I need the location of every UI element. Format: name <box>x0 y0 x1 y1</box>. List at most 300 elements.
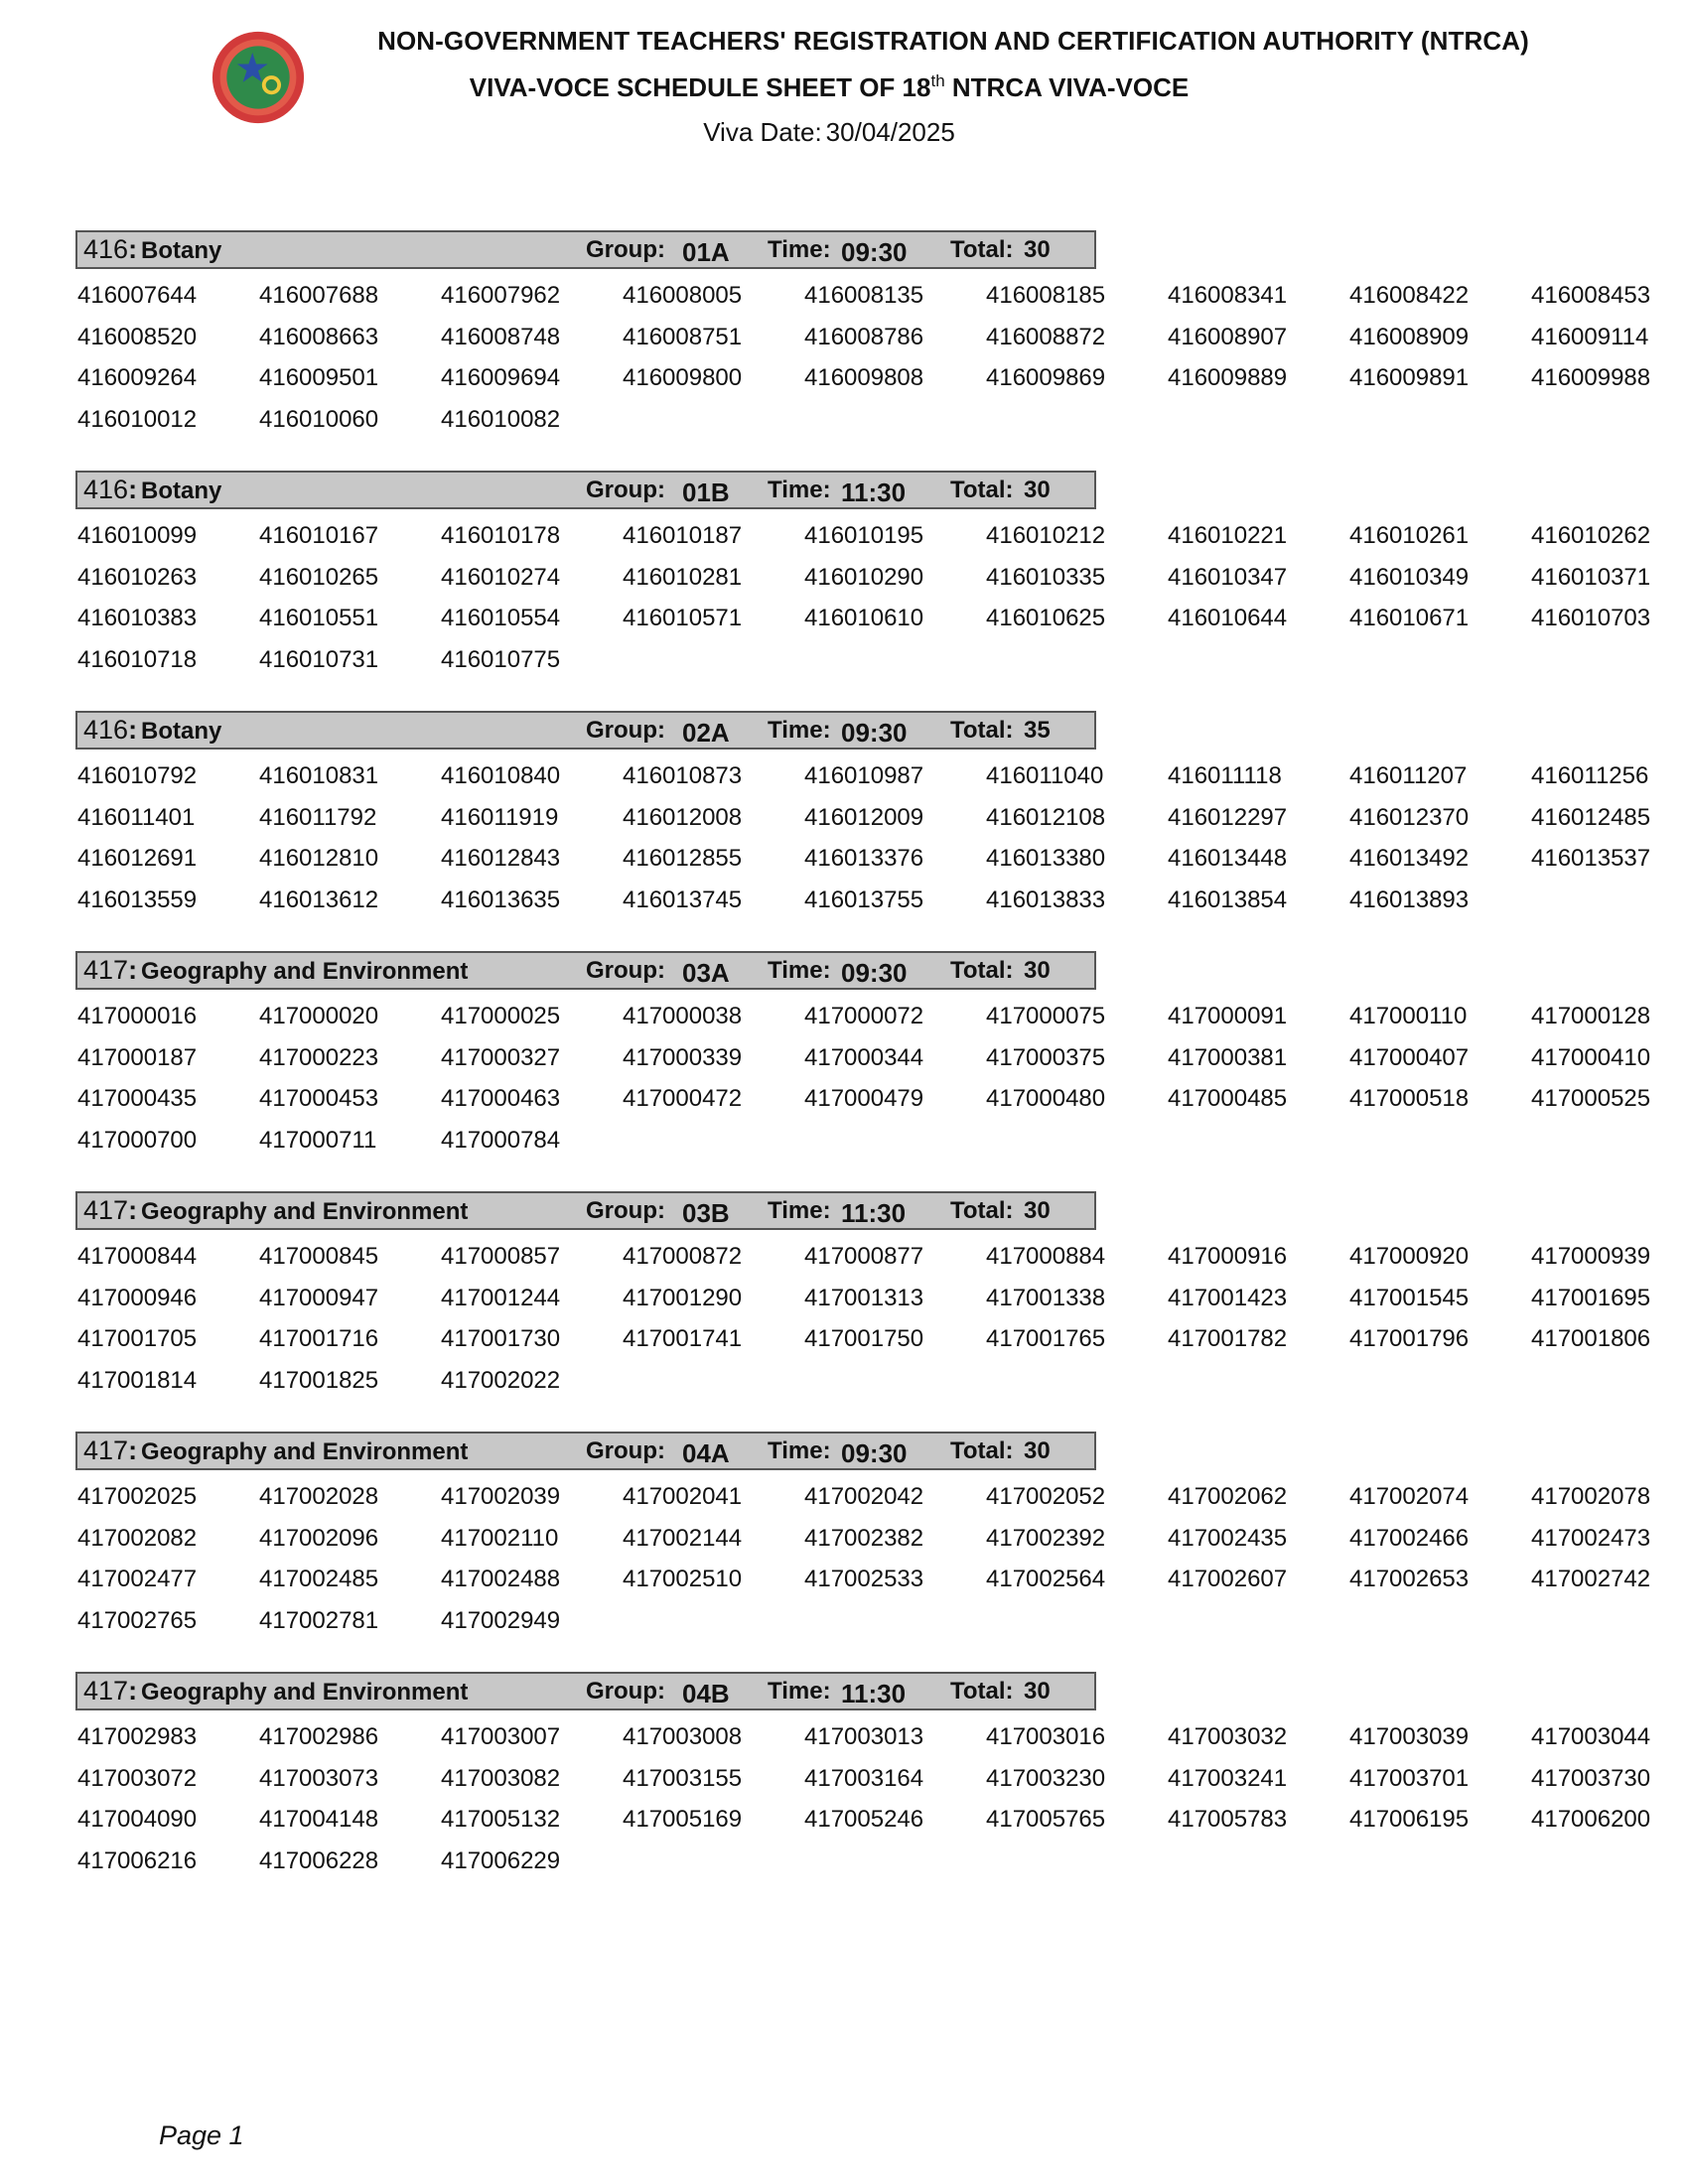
roll-number: 416008341 <box>1168 282 1288 309</box>
roll-number: 417000884 <box>986 1243 1106 1270</box>
time-label: Time: <box>768 1437 831 1464</box>
time-value: 09:30 <box>841 237 908 267</box>
group-header-bar <box>75 471 1096 509</box>
subject-code <box>83 234 137 265</box>
roll-number: 416010274 <box>441 563 561 591</box>
roll-number: 417005783 <box>1168 1806 1288 1833</box>
group-value: 02A <box>682 718 730 748</box>
subject-name: Botany <box>141 237 222 264</box>
roll-number: 417003016 <box>986 1723 1106 1750</box>
roll-number: 416008453 <box>1531 282 1651 309</box>
time-value: 09:30 <box>841 718 908 748</box>
roll-number: 417002473 <box>1531 1524 1651 1552</box>
roll-number: 417001423 <box>1168 1284 1288 1311</box>
roll-number: 417000223 <box>259 1043 379 1071</box>
total-value: 30 <box>1024 1197 1051 1224</box>
group-header-bar <box>75 1191 1096 1230</box>
time-label: Time: <box>768 477 831 503</box>
roll-number: 417002488 <box>441 1566 561 1592</box>
roll-number: 417000344 <box>804 1043 924 1071</box>
roll-number: 417000407 <box>1349 1043 1470 1071</box>
subject-code <box>83 1676 137 1706</box>
roll-number: 416008786 <box>804 323 924 350</box>
roll-number: 417002078 <box>1531 1483 1651 1510</box>
roll-number: 417000916 <box>1168 1243 1288 1270</box>
total-label: Total: <box>950 717 1014 744</box>
roll-number: 417002052 <box>986 1483 1106 1510</box>
roll-number: 417000920 <box>1349 1243 1470 1270</box>
roll-number: 416011919 <box>441 803 559 831</box>
group-section <box>0 230 1688 471</box>
roll-number: 416008663 <box>259 323 379 350</box>
total-value: 30 <box>1024 477 1051 503</box>
roll-number: 416010987 <box>804 762 924 789</box>
code-separator: : <box>128 1435 138 1465</box>
candidate-roll-grid <box>77 1483 1676 1648</box>
roll-number: 417002949 <box>441 1606 561 1634</box>
time-value: 09:30 <box>841 958 908 988</box>
roll-number: 417003155 <box>623 1764 743 1792</box>
roll-number: 416010187 <box>623 522 743 549</box>
roll-number: 416010554 <box>441 605 561 631</box>
roll-number: 416013854 <box>1168 886 1288 913</box>
roll-number: 416010060 <box>259 405 379 433</box>
roll-number: 417002466 <box>1349 1524 1470 1552</box>
subject-name: Geography and Environment <box>141 1438 469 1465</box>
ntrca-logo-icon <box>211 30 306 125</box>
group-header-bar <box>75 1672 1096 1710</box>
roll-number: 416012297 <box>1168 803 1288 831</box>
roll-number: 417003082 <box>441 1764 561 1792</box>
group-value: 01A <box>682 237 730 267</box>
roll-number: 417006200 <box>1531 1806 1651 1833</box>
roll-number: 417002041 <box>623 1483 743 1510</box>
total-label: Total: <box>950 1197 1014 1224</box>
viva-date-label: Viva Date: <box>703 117 822 147</box>
roll-number: 417001716 <box>259 1325 379 1352</box>
roll-number: 417003008 <box>623 1723 743 1750</box>
roll-number: 417000128 <box>1531 1003 1651 1029</box>
roll-number: 417002110 <box>441 1524 559 1552</box>
viva-date <box>308 117 1350 148</box>
total-value: 30 <box>1024 1437 1051 1464</box>
subject-code-value: 417 <box>83 1195 129 1225</box>
roll-number: 417000877 <box>804 1243 924 1270</box>
roll-number: 417003701 <box>1349 1764 1470 1792</box>
group-label: Group: <box>586 1437 665 1464</box>
code-separator: : <box>128 955 138 985</box>
roll-number: 416010178 <box>441 522 561 549</box>
authority-title: NON-GOVERNMENT TEACHERS' REGISTRATION AND CERTIFICATION AUTHORITY (NTRCA) <box>377 26 1529 56</box>
group-label: Group: <box>586 477 665 503</box>
roll-number: 417002392 <box>986 1524 1106 1552</box>
roll-number: 416010873 <box>623 762 743 789</box>
group-section <box>0 1432 1688 1672</box>
roll-number: 416010290 <box>804 563 924 591</box>
code-separator: : <box>128 715 138 745</box>
schedule-title <box>308 71 1350 103</box>
total-label: Total: <box>950 957 1014 984</box>
group-label: Group: <box>586 236 665 263</box>
roll-number: 416013635 <box>441 886 561 913</box>
roll-number: 417006229 <box>441 1846 561 1874</box>
roll-number: 416010262 <box>1531 522 1651 549</box>
candidate-roll-grid <box>77 522 1676 687</box>
roll-number: 416010731 <box>259 645 379 673</box>
roll-number: 417003241 <box>1168 1764 1288 1792</box>
group-section <box>0 471 1688 711</box>
page-header <box>0 0 1688 169</box>
total-label: Total: <box>950 477 1014 503</box>
roll-number: 417002477 <box>77 1566 198 1592</box>
group-header-bar <box>75 230 1096 269</box>
roll-number: 416010551 <box>259 605 379 631</box>
total-value: 30 <box>1024 1678 1051 1705</box>
roll-number: 416007644 <box>77 282 198 309</box>
roll-number: 417000453 <box>259 1085 379 1112</box>
roll-number: 417004148 <box>259 1806 379 1833</box>
group-value: 04B <box>682 1679 730 1708</box>
roll-number: 417002781 <box>259 1606 379 1634</box>
roll-number: 416010335 <box>986 563 1106 591</box>
total-value: 30 <box>1024 236 1051 263</box>
time-value: 09:30 <box>841 1438 908 1468</box>
roll-number: 417000857 <box>441 1243 561 1270</box>
roll-number: 417000480 <box>986 1085 1106 1112</box>
roll-number: 417000020 <box>259 1003 379 1029</box>
roll-number: 417001730 <box>441 1325 561 1352</box>
group-header-bar <box>75 711 1096 750</box>
group-section <box>0 1672 1688 1912</box>
roll-number: 417002022 <box>441 1366 561 1394</box>
roll-number: 416013833 <box>986 886 1106 913</box>
roll-number: 417001545 <box>1349 1284 1470 1311</box>
roll-number: 416011256 <box>1531 762 1649 789</box>
roll-number: 417000091 <box>1168 1003 1288 1029</box>
roll-number: 416008751 <box>623 323 743 350</box>
roll-number: 417002028 <box>259 1483 379 1510</box>
time-label: Time: <box>768 1678 831 1705</box>
subject-code <box>83 1195 137 1226</box>
roll-number: 417002653 <box>1349 1566 1470 1592</box>
roll-number: 417003032 <box>1168 1723 1288 1750</box>
roll-number: 416010347 <box>1168 563 1288 591</box>
roll-number: 417002144 <box>623 1524 743 1552</box>
code-separator: : <box>128 1676 138 1706</box>
roll-number: 417002983 <box>77 1723 198 1750</box>
subject-code-value: 416 <box>83 234 129 264</box>
roll-number: 417002096 <box>259 1524 379 1552</box>
group-label: Group: <box>586 1197 665 1224</box>
roll-number: 417000025 <box>441 1003 561 1029</box>
roll-number: 416010099 <box>77 522 198 549</box>
roll-number: 417002039 <box>441 1483 561 1510</box>
roll-number: 416008422 <box>1349 282 1470 309</box>
time-label: Time: <box>768 236 831 263</box>
roll-number: 417001244 <box>441 1284 561 1311</box>
candidate-roll-grid <box>77 1723 1676 1888</box>
roll-number: 416011401 <box>77 803 196 831</box>
roll-number: 417000479 <box>804 1085 924 1112</box>
candidate-roll-grid <box>77 282 1676 447</box>
roll-number: 416010012 <box>77 405 198 433</box>
roll-number: 416010644 <box>1168 605 1288 631</box>
roll-number: 417002042 <box>804 1483 924 1510</box>
group-list <box>0 230 1688 1912</box>
roll-number: 416009694 <box>441 364 561 391</box>
roll-number: 417002025 <box>77 1483 198 1510</box>
subject-code <box>83 715 137 746</box>
roll-number: 417002435 <box>1168 1524 1288 1552</box>
roll-number: 417000016 <box>77 1003 198 1029</box>
roll-number: 416007688 <box>259 282 379 309</box>
roll-number: 416009114 <box>1531 323 1649 350</box>
roll-number: 417002510 <box>623 1566 743 1592</box>
schedule-title-suffix: NTRCA VIVA-VOCE <box>944 72 1190 102</box>
roll-number: 416010840 <box>441 762 561 789</box>
roll-number: 417000187 <box>77 1043 198 1071</box>
roll-number: 416010383 <box>77 605 198 631</box>
total-label: Total: <box>950 236 1014 263</box>
roll-number: 416008872 <box>986 323 1106 350</box>
roll-number: 417006216 <box>77 1846 198 1874</box>
roll-number: 416009889 <box>1168 364 1288 391</box>
roll-number: 417000463 <box>441 1085 561 1112</box>
group-label: Group: <box>586 957 665 984</box>
roll-number: 416010718 <box>77 645 198 673</box>
roll-number: 416010261 <box>1349 522 1470 549</box>
subject-name: Botany <box>141 718 222 745</box>
roll-number: 417006228 <box>259 1846 379 1874</box>
schedule-title-text: VIVA-VOCE SCHEDULE SHEET OF 18 <box>469 72 931 102</box>
roll-number: 417000472 <box>623 1085 743 1112</box>
roll-number: 417001338 <box>986 1284 1106 1311</box>
roll-number: 417002485 <box>259 1566 379 1592</box>
roll-number: 417000845 <box>259 1243 379 1270</box>
roll-number: 416010082 <box>441 405 561 433</box>
roll-number: 417001765 <box>986 1325 1106 1352</box>
group-section <box>0 711 1688 951</box>
roll-number: 416012855 <box>623 845 743 872</box>
roll-number: 416013376 <box>804 845 924 872</box>
roll-number: 417000946 <box>77 1284 198 1311</box>
roll-number: 416010775 <box>441 645 561 673</box>
roll-number: 416012108 <box>986 803 1106 831</box>
roll-number: 417003072 <box>77 1764 198 1792</box>
group-value: 03B <box>682 1198 730 1228</box>
time-label: Time: <box>768 1197 831 1224</box>
roll-number: 416010167 <box>259 522 379 549</box>
roll-number: 417003007 <box>441 1723 561 1750</box>
time-label: Time: <box>768 957 831 984</box>
roll-number: 416012370 <box>1349 803 1470 831</box>
roll-number: 416010195 <box>804 522 924 549</box>
roll-number: 417000844 <box>77 1243 198 1270</box>
roll-number: 416011792 <box>259 803 377 831</box>
roll-number: 417000947 <box>259 1284 379 1311</box>
code-separator: : <box>128 234 138 264</box>
roll-number: 416010671 <box>1349 605 1470 631</box>
roll-number: 416013893 <box>1349 886 1470 913</box>
group-header-bar <box>75 951 1096 990</box>
roll-number: 416013380 <box>986 845 1106 872</box>
roll-number: 416010212 <box>986 522 1106 549</box>
roll-number: 416010703 <box>1531 605 1651 631</box>
subject-name: Botany <box>141 478 222 504</box>
page-number: Page 1 <box>159 2120 244 2150</box>
viva-date-value: 30/04/2025 <box>825 117 955 147</box>
subject-name: Geography and Environment <box>141 958 469 985</box>
roll-number: 417003013 <box>804 1723 924 1750</box>
roll-number: 417000784 <box>441 1126 561 1154</box>
roll-number: 416012485 <box>1531 803 1651 831</box>
roll-number: 416008005 <box>623 282 743 309</box>
subject-code-value: 416 <box>83 715 129 745</box>
group-label: Group: <box>586 717 665 744</box>
roll-number: 417002074 <box>1349 1483 1470 1510</box>
roll-number: 416009501 <box>259 364 379 391</box>
total-value: 35 <box>1024 717 1051 744</box>
code-separator: : <box>128 1195 138 1225</box>
roll-number: 416010281 <box>623 563 743 591</box>
roll-number: 417001705 <box>77 1325 198 1352</box>
roll-number: 417002986 <box>259 1723 379 1750</box>
subject-name: Geography and Environment <box>141 1679 469 1706</box>
roll-number: 416011040 <box>986 762 1104 789</box>
roll-number: 416012009 <box>804 803 924 831</box>
candidate-roll-grid <box>77 762 1676 927</box>
roll-number: 417001806 <box>1531 1325 1651 1352</box>
roll-number: 417003039 <box>1349 1723 1470 1750</box>
total-label: Total: <box>950 1678 1014 1705</box>
roll-number: 417005169 <box>623 1806 743 1833</box>
roll-number: 417000038 <box>623 1003 743 1029</box>
roll-number: 417001290 <box>623 1284 743 1311</box>
group-label: Group: <box>586 1678 665 1705</box>
time-value: 11:30 <box>841 478 907 507</box>
roll-number: 417005246 <box>804 1806 924 1833</box>
roll-number: 416010221 <box>1168 522 1288 549</box>
roll-number: 417001796 <box>1349 1325 1470 1352</box>
time-value: 11:30 <box>841 1679 907 1708</box>
roll-number: 417000110 <box>1349 1003 1468 1029</box>
roll-number: 417001750 <box>804 1325 924 1352</box>
roll-number: 417000435 <box>77 1085 198 1112</box>
total-label: Total: <box>950 1437 1014 1464</box>
roll-number: 417002564 <box>986 1566 1106 1592</box>
roll-number: 416009869 <box>986 364 1106 391</box>
roll-number: 417000518 <box>1349 1085 1470 1112</box>
roll-number: 417000375 <box>986 1043 1106 1071</box>
roll-number: 417001782 <box>1168 1325 1288 1352</box>
roll-number: 416012008 <box>623 803 743 831</box>
roll-number: 416009988 <box>1531 364 1651 391</box>
roll-number: 416010263 <box>77 563 198 591</box>
subject-code-value: 417 <box>83 955 129 985</box>
roll-number: 417000327 <box>441 1043 561 1071</box>
subject-code <box>83 475 137 505</box>
roll-number: 416013448 <box>1168 845 1288 872</box>
subject-code <box>83 1435 137 1466</box>
roll-number: 417000381 <box>1168 1043 1288 1071</box>
roll-number: 416012843 <box>441 845 561 872</box>
roll-number: 416010349 <box>1349 563 1470 591</box>
candidate-roll-grid <box>77 1003 1676 1167</box>
roll-number: 417000525 <box>1531 1085 1651 1112</box>
roll-number: 417000410 <box>1531 1043 1651 1071</box>
roll-number: 417001825 <box>259 1366 379 1394</box>
roll-number: 417000485 <box>1168 1085 1288 1112</box>
time-value: 11:30 <box>841 1198 907 1228</box>
roll-number: 417002382 <box>804 1524 924 1552</box>
roll-number: 416010831 <box>259 762 379 789</box>
roll-number: 416009808 <box>804 364 924 391</box>
roll-number: 416008907 <box>1168 323 1288 350</box>
group-value: 03A <box>682 958 730 988</box>
roll-number: 417002062 <box>1168 1483 1288 1510</box>
total-value: 30 <box>1024 957 1051 984</box>
roll-number: 417005765 <box>986 1806 1106 1833</box>
roll-number: 417000075 <box>986 1003 1106 1029</box>
time-label: Time: <box>768 717 831 744</box>
subject-name: Geography and Environment <box>141 1198 469 1225</box>
roll-number: 417002533 <box>804 1566 924 1592</box>
roll-number: 417003044 <box>1531 1723 1651 1750</box>
roll-number: 416010371 <box>1531 563 1651 591</box>
roll-number: 417001741 <box>623 1325 743 1352</box>
roll-number: 416010625 <box>986 605 1106 631</box>
group-header-bar <box>75 1432 1096 1470</box>
subject-code-value: 417 <box>83 1435 129 1465</box>
roll-number: 417003073 <box>259 1764 379 1792</box>
subject-code <box>83 955 137 986</box>
subject-code-value: 416 <box>83 475 129 504</box>
schedule-title-superscript: th <box>930 71 945 90</box>
roll-number: 417005132 <box>441 1806 561 1833</box>
roll-number: 416010792 <box>77 762 198 789</box>
roll-number: 416008748 <box>441 323 561 350</box>
group-section <box>0 1191 1688 1432</box>
roll-number: 416013559 <box>77 886 198 913</box>
roll-number: 416009800 <box>623 364 743 391</box>
roll-number: 417000872 <box>623 1243 743 1270</box>
roll-number: 416009891 <box>1349 364 1470 391</box>
roll-number: 417000939 <box>1531 1243 1651 1270</box>
roll-number: 417001313 <box>804 1284 924 1311</box>
roll-number: 417003164 <box>804 1764 924 1792</box>
roll-number: 417000700 <box>77 1126 198 1154</box>
roll-number: 417002607 <box>1168 1566 1288 1592</box>
roll-number: 416011118 <box>1168 762 1282 789</box>
code-separator: : <box>128 475 138 504</box>
candidate-roll-grid <box>77 1243 1676 1408</box>
roll-number: 417002765 <box>77 1606 198 1634</box>
roll-number: 416008909 <box>1349 323 1470 350</box>
roll-number: 417000072 <box>804 1003 924 1029</box>
roll-number: 416013537 <box>1531 845 1651 872</box>
roll-number: 416012810 <box>259 845 379 872</box>
group-section <box>0 951 1688 1191</box>
roll-number: 416013612 <box>259 886 379 913</box>
roll-number: 417004090 <box>77 1806 198 1833</box>
roll-number: 416009264 <box>77 364 198 391</box>
subject-code-value: 417 <box>83 1676 129 1706</box>
roll-number: 417003230 <box>986 1764 1106 1792</box>
roll-number: 416007962 <box>441 282 561 309</box>
roll-number: 416008520 <box>77 323 198 350</box>
roll-number: 417002742 <box>1531 1566 1651 1592</box>
roll-number: 416010571 <box>623 605 743 631</box>
